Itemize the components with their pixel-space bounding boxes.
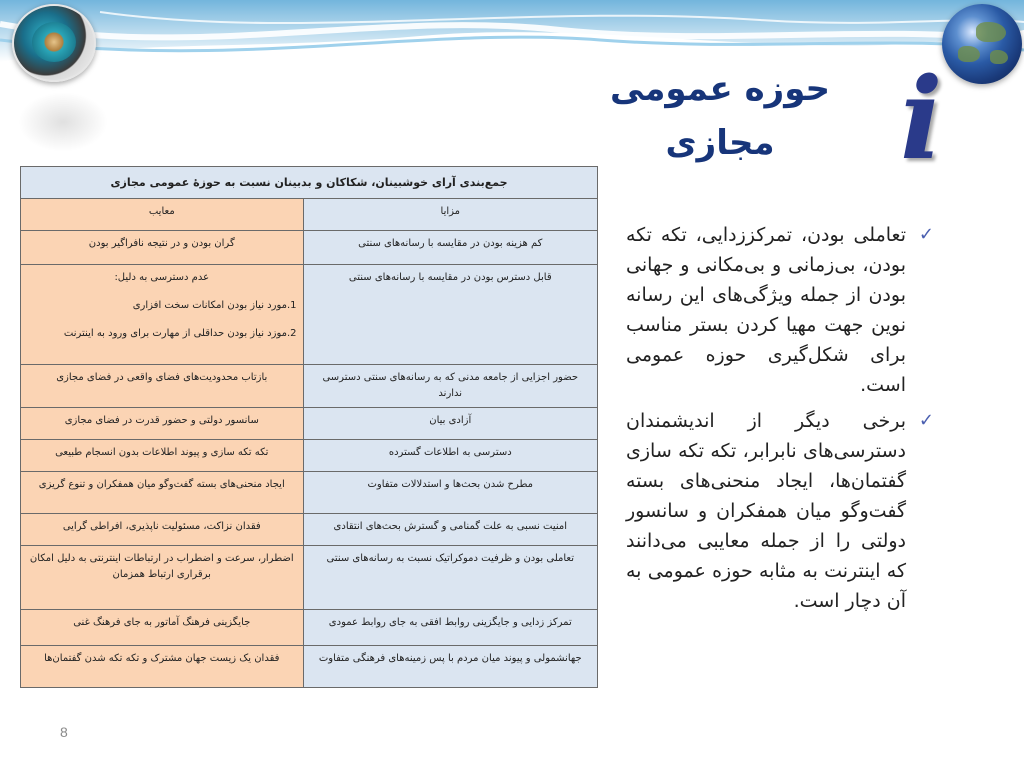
disadvantage-cell: جایگزینی فرهنگ آماتور به جای فرهنگ غنی xyxy=(21,610,304,646)
advantage-cell: تعاملی بودن و ظرفیت دموکراتیک نسبت به رسانه‌های سنتی xyxy=(303,546,597,610)
table-row xyxy=(21,408,598,440)
disadvantage-cell: فقدان نزاکت، مسئولیت ناپذیری، افراطی گرایی xyxy=(21,514,304,546)
table-row xyxy=(21,365,598,408)
advantage-cell: کم هزینه بودن در مقایسه با رسانه‌های سنتی xyxy=(303,231,597,265)
table-row xyxy=(21,472,598,514)
table-row xyxy=(21,546,598,610)
disadvantage-line: 1.مورد نیاز بودن امکانات سخت افزاری xyxy=(132,300,297,311)
advantage-cell: آزادی بیان xyxy=(303,408,597,440)
checkmark-icon: ✓ xyxy=(918,410,934,431)
bullet-item xyxy=(626,406,934,616)
title-line-1: حوزه عمومی xyxy=(609,69,831,109)
decorative-shadow xyxy=(18,92,108,152)
table-heading: جمع‌بندی آرای خوشبینان، شکاکان و بدبینان نسبت به حوزۀ عمومی مجازی xyxy=(21,167,598,199)
disadvantage-cell: اضطرار، سرعت و اضطراب در ارتباطات اینترنتی به دلیل امکان برقراری ارتباط همزمان xyxy=(21,546,304,610)
table-row xyxy=(21,231,598,265)
page-number: 8 xyxy=(60,724,68,740)
disadvantage-cell: گران بودن و در نتیجه نافراگیر بودن xyxy=(21,231,304,265)
advantage-cell: تمرکز زدایی و جایگزینی روابط افقی به جای روابط عمودی xyxy=(303,610,597,646)
table-row xyxy=(21,265,598,365)
disadvantage-cell: فقدان یک زیست جهان مشترک و تکه تکه شدن گفتمان‌ها xyxy=(21,646,304,688)
advantage-cell: امنیت نسبی به علت گمنامی و گسترش بحث‌های انتقادی xyxy=(303,514,597,546)
advantage-cell: حضور اجزایی از جامعه مدنی که به رسانه‌های سنتی دسترسی ندارند xyxy=(303,365,597,408)
advantage-cell: جهانشمولی و پیوند میان مردم با پس زمینه‌های فرهنگی متفاوت xyxy=(303,646,597,688)
disadvantage-cell: ایجاد منحنی‌های بسته گفت‌وگو میان همفکران و تنوع گریزی xyxy=(21,472,304,514)
disadvantage-line: 2.موزد نیاز بودن حداقلی از مهارت برای ورود به اینترنت xyxy=(63,328,297,339)
comparison-table xyxy=(20,166,598,688)
slide-title xyxy=(560,62,880,170)
bullet-item xyxy=(626,220,934,400)
decorative-globe-left xyxy=(12,4,96,82)
info-i-icon: i xyxy=(900,54,943,185)
disadvantage-line: عدم دسترسی به دلیل: xyxy=(114,272,210,283)
column-header-disadvantages: معایب xyxy=(21,199,304,231)
checkmark-icon: ✓ xyxy=(918,224,934,245)
advantage-cell: مطرح شدن بحث‌ها و استدلالات متفاوت xyxy=(303,472,597,514)
bullet-text: برخی دیگر از اندیشمندان دسترسی‌های نابرابر، تکه تکه سازی گفتمان‌ها، ایجاد منحنی‌های بسته گفت‌وگو میان همفکران و سانسور دولتی را از جمله معایبی می‌دانند که اینترنت به مثابه حوزه عمومی به آن دچار است. xyxy=(626,410,906,612)
column-header-advantages: مزایا xyxy=(303,199,597,231)
table-row xyxy=(21,610,598,646)
bullet-list xyxy=(626,220,934,622)
disadvantage-cell: سانسور دولتی و حضور قدرت در فضای مجازی xyxy=(21,408,304,440)
table-row xyxy=(21,514,598,546)
disadvantage-cell: بازتاب محدودیت‌های فضای واقعی در فضای مجازی xyxy=(21,365,304,408)
advantage-cell: قابل دسترس بودن در مقایسه با رسانه‌های سنتی xyxy=(303,265,597,365)
disadvantage-cell xyxy=(21,265,304,365)
bullet-text: تعاملی بودن، تمرکززدایی، تکه تکه بودن، بی‌زمانی و بی‌مکانی و جهانی بودن از جمله ویژگی‌های این رسانه نوین جهت مهیا کردن بستر مناسب برای شکل‌گیری حوزه عمومی است. xyxy=(626,224,906,396)
disadvantage-cell: تکه تکه سازی و پیوند اطلاعات بدون انسجام طبیعی xyxy=(21,440,304,472)
table-row xyxy=(21,646,598,688)
table-row xyxy=(21,440,598,472)
advantage-cell: دسترسی به اطلاعات گسترده xyxy=(303,440,597,472)
title-line-2: مجازی xyxy=(665,123,775,163)
